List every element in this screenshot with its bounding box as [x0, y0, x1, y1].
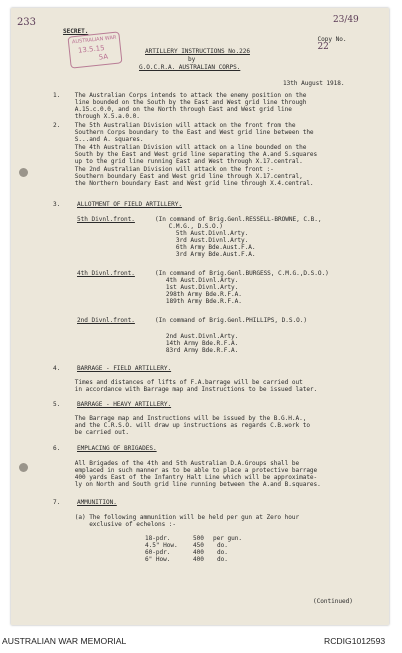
margin-note: 233: [17, 17, 36, 28]
archive-stamp: [67, 31, 122, 68]
continued-note: (Continued): [313, 598, 353, 605]
section-4-number: 4.: [53, 365, 61, 372]
ammo-gun: 6" How.: [145, 556, 171, 563]
section-5-line: The Barrage map and Instructions will be issued by the B.G.H.A.,: [53, 415, 307, 422]
div4-front-label: 4th Divnl.front.: [77, 270, 135, 277]
section-4-heading: BARRAGE - FIELD ARTILLERY.: [77, 365, 172, 372]
para-line: line bounded on the South by the East and West grid line through: [53, 99, 307, 106]
classification: SECRET.: [63, 28, 89, 35]
section-7-line: (a) The following ammunition will be held per gun at Zero hour: [53, 514, 300, 521]
stamp-line-2: 13.5.15: [77, 44, 105, 55]
ammo-unit: do.: [217, 556, 228, 563]
section-7-heading: AMMUNITION.: [77, 499, 117, 506]
section-6-heading: EMPLACING OF BRIGADES.: [77, 445, 157, 452]
section-5-heading: BARRAGE - HEAVY ARTILLERY.: [77, 401, 172, 408]
para-line: through X.5.a.0.0.: [53, 113, 140, 120]
copy-number: 22: [317, 41, 329, 52]
para-line: A.15.c.0.0, and on the North through East and West grid line: [53, 106, 292, 113]
stamp-line-3: 5A: [98, 52, 109, 62]
div4-line: 298th Army Bde.R.F.A.: [155, 291, 242, 298]
div5-line: C.M.G., D.S.O.): [165, 223, 223, 230]
div4-line: 189th Army Bde.R.F.A.: [155, 298, 242, 305]
div5-line: 6th Army Bde.Aust.F.A.: [165, 244, 256, 251]
section-4-line: in accordance with Barrage map and Instructions to be issued later.: [53, 386, 318, 393]
ammo-unit: do.: [217, 542, 228, 549]
stamp-line-1: AUSTRALIAN WAR: [71, 34, 117, 46]
section-6-line: ly on North and South grid line running between the A.and B.squares.: [53, 481, 321, 488]
div5-line: (In command of Brig.Genl.RESSELL-BROWNE, C.B.,: [155, 216, 322, 223]
copy-label-text: Copy No.: [317, 36, 347, 44]
title-line-2: by: [188, 56, 196, 63]
div4-line: (In command of Brig.Genl.BURGESS, C.M.G.,D.S.O.): [155, 270, 329, 277]
footer-left: AUSTRALIAN WAR MEMORIAL: [2, 636, 127, 646]
section-6-line: 400 yards East of the Infantry Halt Line which will be approximate-: [53, 474, 318, 481]
section-6-line: All Brigades of the 4th and 5th Australian D.A.Groups shall be: [53, 460, 300, 467]
para-line: Southern boundary East and West grid line through X.17.central,: [53, 173, 303, 180]
section-7-line: exclusive of echelons :-: [53, 521, 177, 528]
div5-line: 3rd Aust.Divnl.Arty.: [165, 237, 249, 244]
para-line: Southern Corps boundary to the East and West grid line between the: [53, 129, 314, 136]
ammo-qty: 450: [193, 542, 204, 549]
div5-front-label: 5th Divnl.front.: [77, 216, 135, 223]
handwritten-ref: 23/49: [333, 15, 359, 25]
para-line: South by the East and West grid line separating the A.and S.squares: [53, 151, 318, 158]
section-4-line: Times and distances of lifts of F.A.barrage will be carried out: [53, 379, 303, 386]
div2-front-label: 2nd Divnl.front.: [77, 317, 135, 324]
copy-label: [303, 29, 346, 59]
ammo-gun: 60-pdr.: [145, 549, 171, 556]
title-line-3: G.O.C.R.A. AUSTRALIAN CORPS.: [139, 64, 241, 71]
ammo-qty: 400: [193, 549, 204, 556]
ammo-gun: 4.5" How.: [145, 542, 178, 549]
punch-hole-bottom: [19, 463, 28, 472]
div2-line: 83rd Army Bde.R.F.A.: [155, 347, 239, 354]
section-5-line: be carried out.: [53, 429, 129, 436]
ammo-unit: do.: [217, 549, 228, 556]
section-5-line: and the C.R.S.O. will draw up instructions as regards C.B.work to: [53, 422, 310, 429]
para-line: S...and A. squares.: [53, 136, 144, 143]
ammo-gun: 18-pdr.: [145, 535, 171, 542]
para-line: 2. The 5th Australian Division will attack on the front from the: [53, 122, 296, 129]
div2-line: 2nd Aust.Divnl.Arty.: [155, 333, 239, 340]
div2-line: (In command of Brig.Genl.PHILLIPS, D.S.O.): [155, 317, 307, 324]
para-line: up to the grid line running East and West through X.17.central.: [53, 158, 303, 165]
div5-line: 5th Aust.Divnl.Arty.: [165, 230, 249, 237]
section-5-number: 5.: [53, 401, 61, 408]
section-3-number: 3.: [53, 201, 61, 208]
div5-line: 3rd Army Bde.Aust.F.A.: [165, 251, 256, 258]
para-line: 1. The Australian Corps intends to attack the enemy position on the: [53, 92, 307, 99]
div2-line: 14th Army Bde.R.F.A.: [155, 340, 239, 347]
ammo-unit: per gun.: [213, 535, 242, 542]
div4-line: 1st Aust.Divnl.Arty.: [155, 284, 239, 291]
document-page: [11, 8, 389, 625]
title-line-1: ARTILLERY INSTRUCTIONS No.226: [145, 48, 250, 55]
ammo-qty: 500: [193, 535, 204, 542]
section-6-number: 6.: [53, 445, 61, 452]
section-7-number: 7.: [53, 499, 61, 506]
section-3-heading: ALLOTMENT OF FIELD ARTILLERY.: [77, 201, 182, 208]
para-line: The 4th Australian Division will attack on a line bounded on the: [53, 144, 307, 151]
para-line: the Northern boundary East and West grid line through X.4.central.: [53, 180, 314, 187]
div4-line: 4th Aust.Divnl.Arty.: [155, 277, 239, 284]
section-6-line: emplaced in such manner as to be able to place a protective barrage: [53, 467, 318, 474]
punch-hole-top: [19, 168, 28, 177]
footer-right: RCDIG1012593: [324, 636, 386, 646]
para-line: The 2nd Australian Division will attack on the front :-: [53, 166, 274, 173]
document-date: 13th August 1918.: [283, 80, 345, 87]
ammo-qty: 400: [193, 556, 204, 563]
